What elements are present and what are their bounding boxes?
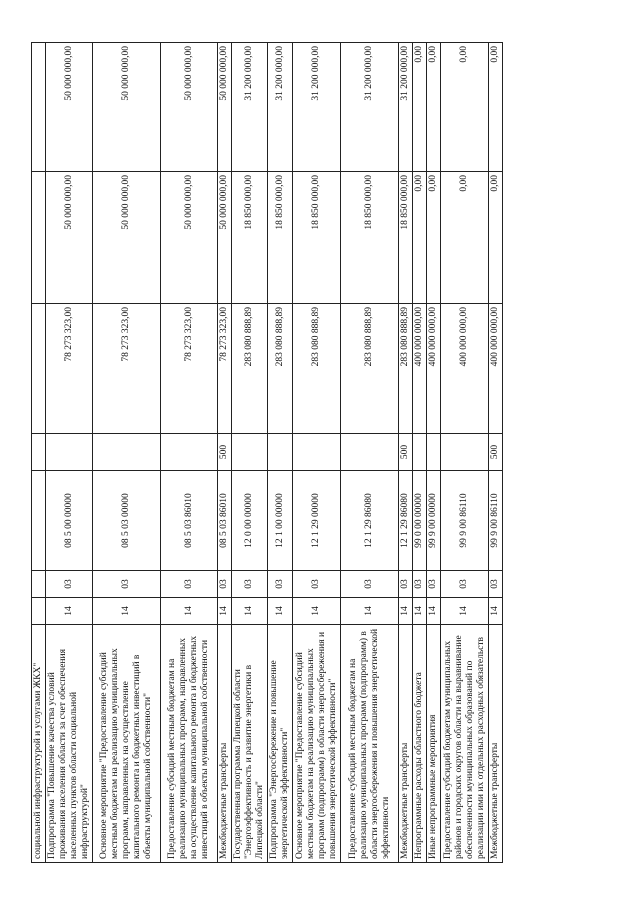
- amount-year3-cell: [32, 42, 46, 171]
- expense-type-cell: [413, 433, 427, 470]
- subsection-cell: 03: [218, 570, 232, 597]
- amount-year1-cell: 283 080 888,89: [293, 303, 341, 433]
- row-name-cell: Основное мероприятие "Предоставление субсидий местным бюджетам на реализацию муниципальных программ, направленных на осуществление капитального ремонта и бюджетных инвестиций в объекты муниципальной собственности": [93, 624, 161, 862]
- target-code-cell: 08 5 03 86010: [218, 470, 232, 570]
- amount-year2-cell: 0,00: [427, 171, 441, 303]
- subsection-cell: 03: [413, 570, 427, 597]
- amount-year3-cell: 0,00: [441, 42, 489, 171]
- amount-year1-cell: 283 080 888,89: [232, 303, 268, 433]
- row-name-cell: Основное мероприятие "Предоставление субсидий местным бюджетам на реализацию муниципальных программ (подпрограмм) в области энергосбережения и повышения энергетической эффективности": [293, 624, 341, 862]
- row-name-cell: Предоставление субсидий местным бюджетам на реализацию муниципальных программ (подпрограмм) в области энергосбережения и повышения энергетической эффективности: [341, 624, 399, 862]
- target-code-cell: 08 5 03 86010: [161, 470, 218, 570]
- table-row: [427, 42, 441, 862]
- table-row: [441, 42, 489, 862]
- table-row: [218, 42, 232, 862]
- amount-year2-cell: 0,00: [413, 171, 427, 303]
- subsection-cell: 03: [341, 570, 399, 597]
- section-cell: 14: [441, 597, 489, 624]
- table-row: [93, 42, 161, 862]
- amount-year2-cell: 50 000 000,00: [46, 171, 93, 303]
- section-cell: 14: [93, 597, 161, 624]
- section-cell: 14: [232, 597, 268, 624]
- amount-year1-cell: 78 273 323,00: [218, 303, 232, 433]
- amount-year1-cell: 78 273 323,00: [93, 303, 161, 433]
- table-row: [341, 42, 399, 862]
- row-name-cell: Государственная программа Липецкой области "Энергоэффективность и развитие энергетики в Липецкой области": [232, 624, 268, 862]
- amount-year1-cell: 400 000 000,00: [413, 303, 427, 433]
- amount-year2-cell: 18 850 000,00: [232, 171, 268, 303]
- target-code-cell: 99 0 00 00000: [413, 470, 427, 570]
- subsection-cell: 03: [293, 570, 341, 597]
- row-name-cell: Непрограммные расходы областного бюджета: [413, 624, 427, 862]
- table-row: [46, 42, 93, 862]
- section-cell: 14: [399, 597, 413, 624]
- target-code-cell: 99 9 00 86110: [441, 470, 489, 570]
- section-cell: 14: [427, 597, 441, 624]
- row-name-cell: Подпрограмма "Повышение качества условий проживания населения области за счет обеспечения населенных пунктов области социальной инфраструктурой": [46, 624, 93, 862]
- subsection-cell: 03: [93, 570, 161, 597]
- amount-year2-cell: [32, 171, 46, 303]
- amount-year2-cell: 50 000 000,00: [161, 171, 218, 303]
- row-name-cell: Предоставление субсидий местным бюджетам на реализацию муниципальных программ, направленных на осуществление капитального ремонта и бюджетных инвестиций в объекты муниципальной собственности: [161, 624, 218, 862]
- section-cell: 14: [293, 597, 341, 624]
- amount-year1-cell: 283 080 888,89: [341, 303, 399, 433]
- section-cell: 14: [413, 597, 427, 624]
- target-code-cell: [32, 470, 46, 570]
- amount-year1-cell: 283 080 888,89: [268, 303, 293, 433]
- subsection-cell: 03: [489, 570, 503, 597]
- expense-type-cell: [46, 433, 93, 470]
- expense-type-cell: [93, 433, 161, 470]
- table-row: [32, 42, 46, 862]
- expense-type-cell: [232, 433, 268, 470]
- amount-year1-cell: 400 000 000,00: [427, 303, 441, 433]
- rotated-page: [31, 43, 609, 863]
- table-row: [413, 42, 427, 862]
- amount-year2-cell: 0,00: [489, 171, 503, 303]
- section-cell: 14: [161, 597, 218, 624]
- table-row: [399, 42, 413, 862]
- amount-year1-cell: 78 273 323,00: [161, 303, 218, 433]
- target-code-cell: 99 9 00 86110: [489, 470, 503, 570]
- amount-year1-cell: [32, 303, 46, 433]
- expense-type-cell: [341, 433, 399, 470]
- subsection-cell: 03: [268, 570, 293, 597]
- amount-year3-cell: 0,00: [489, 42, 503, 171]
- expense-type-cell: [161, 433, 218, 470]
- row-name-cell: Предоставление субсидий бюджетам муниципальных районов и городских округов области на выравнивание обеспеченности муниципальных образований по реализации ими их отдельных расходных обязательств: [441, 624, 489, 862]
- budget-table: [31, 42, 503, 863]
- amount-year2-cell: 18 850 000,00: [293, 171, 341, 303]
- subsection-cell: [32, 570, 46, 597]
- section-cell: 14: [268, 597, 293, 624]
- section-cell: 14: [489, 597, 503, 624]
- expense-type-cell: [293, 433, 341, 470]
- subsection-cell: 03: [399, 570, 413, 597]
- expense-type-cell: 500: [489, 433, 503, 470]
- amount-year3-cell: 31 200 000,00: [268, 42, 293, 171]
- amount-year2-cell: 50 000 000,00: [93, 171, 161, 303]
- target-code-cell: 12 1 00 00000: [268, 470, 293, 570]
- amount-year3-cell: 0,00: [413, 42, 427, 171]
- section-cell: 14: [218, 597, 232, 624]
- target-code-cell: 08 5 03 00000: [93, 470, 161, 570]
- expense-type-cell: [32, 433, 46, 470]
- amount-year3-cell: 31 200 000,00: [341, 42, 399, 171]
- amount-year3-cell: 31 200 000,00: [399, 42, 413, 171]
- expense-type-cell: [427, 433, 441, 470]
- amount-year3-cell: 50 000 000,00: [46, 42, 93, 171]
- subsection-cell: 03: [232, 570, 268, 597]
- row-name-cell: социальной инфраструктурой и услугами ЖКХ": [32, 624, 46, 862]
- amount-year3-cell: 50 000 000,00: [218, 42, 232, 171]
- amount-year2-cell: 18 850 000,00: [341, 171, 399, 303]
- target-code-cell: 99 9 00 00000: [427, 470, 441, 570]
- row-name-cell: Межбюджетные трансферты: [218, 624, 232, 862]
- expense-type-cell: [268, 433, 293, 470]
- table-row: [161, 42, 218, 862]
- amount-year2-cell: 50 000 000,00: [218, 171, 232, 303]
- amount-year3-cell: 50 000 000,00: [93, 42, 161, 171]
- amount-year3-cell: 31 200 000,00: [232, 42, 268, 171]
- table-row: [489, 42, 503, 862]
- section-cell: [32, 597, 46, 624]
- row-name-cell: Межбюджетные трансферты: [399, 624, 413, 862]
- subsection-cell: 03: [46, 570, 93, 597]
- section-cell: 14: [341, 597, 399, 624]
- subsection-cell: 03: [161, 570, 218, 597]
- table-row: [232, 42, 268, 862]
- table-row: [293, 42, 341, 862]
- amount-year1-cell: 78 273 323,00: [46, 303, 93, 433]
- row-name-cell: Иные непрограммные мероприятия: [427, 624, 441, 862]
- expense-type-cell: 500: [218, 433, 232, 470]
- amount-year1-cell: 400 000 000,00: [441, 303, 489, 433]
- amount-year2-cell: 18 850 000,00: [399, 171, 413, 303]
- section-cell: 14: [46, 597, 93, 624]
- amount-year2-cell: 0,00: [441, 171, 489, 303]
- subsection-cell: 03: [441, 570, 489, 597]
- amount-year2-cell: 18 850 000,00: [268, 171, 293, 303]
- amount-year3-cell: 50 000 000,00: [161, 42, 218, 171]
- row-name-cell: Межбюджетные трансферты: [489, 624, 503, 862]
- target-code-cell: 12 1 29 00000: [293, 470, 341, 570]
- target-code-cell: 08 5 00 00000: [46, 470, 93, 570]
- target-code-cell: 12 1 29 86080: [341, 470, 399, 570]
- expense-type-cell: 500: [399, 433, 413, 470]
- expense-type-cell: [441, 433, 489, 470]
- amount-year3-cell: 31 200 000,00: [293, 42, 341, 171]
- row-name-cell: Подпрограмма "Энергосбережение и повышение энергетической эффективности": [268, 624, 293, 862]
- target-code-cell: 12 1 29 86080: [399, 470, 413, 570]
- amount-year1-cell: 283 080 888,89: [399, 303, 413, 433]
- subsection-cell: 03: [427, 570, 441, 597]
- table-body: [32, 42, 503, 862]
- target-code-cell: 12 0 00 00000: [232, 470, 268, 570]
- amount-year3-cell: 0,00: [427, 42, 441, 171]
- table-row: [268, 42, 293, 862]
- amount-year1-cell: 400 000 000,00: [489, 303, 503, 433]
